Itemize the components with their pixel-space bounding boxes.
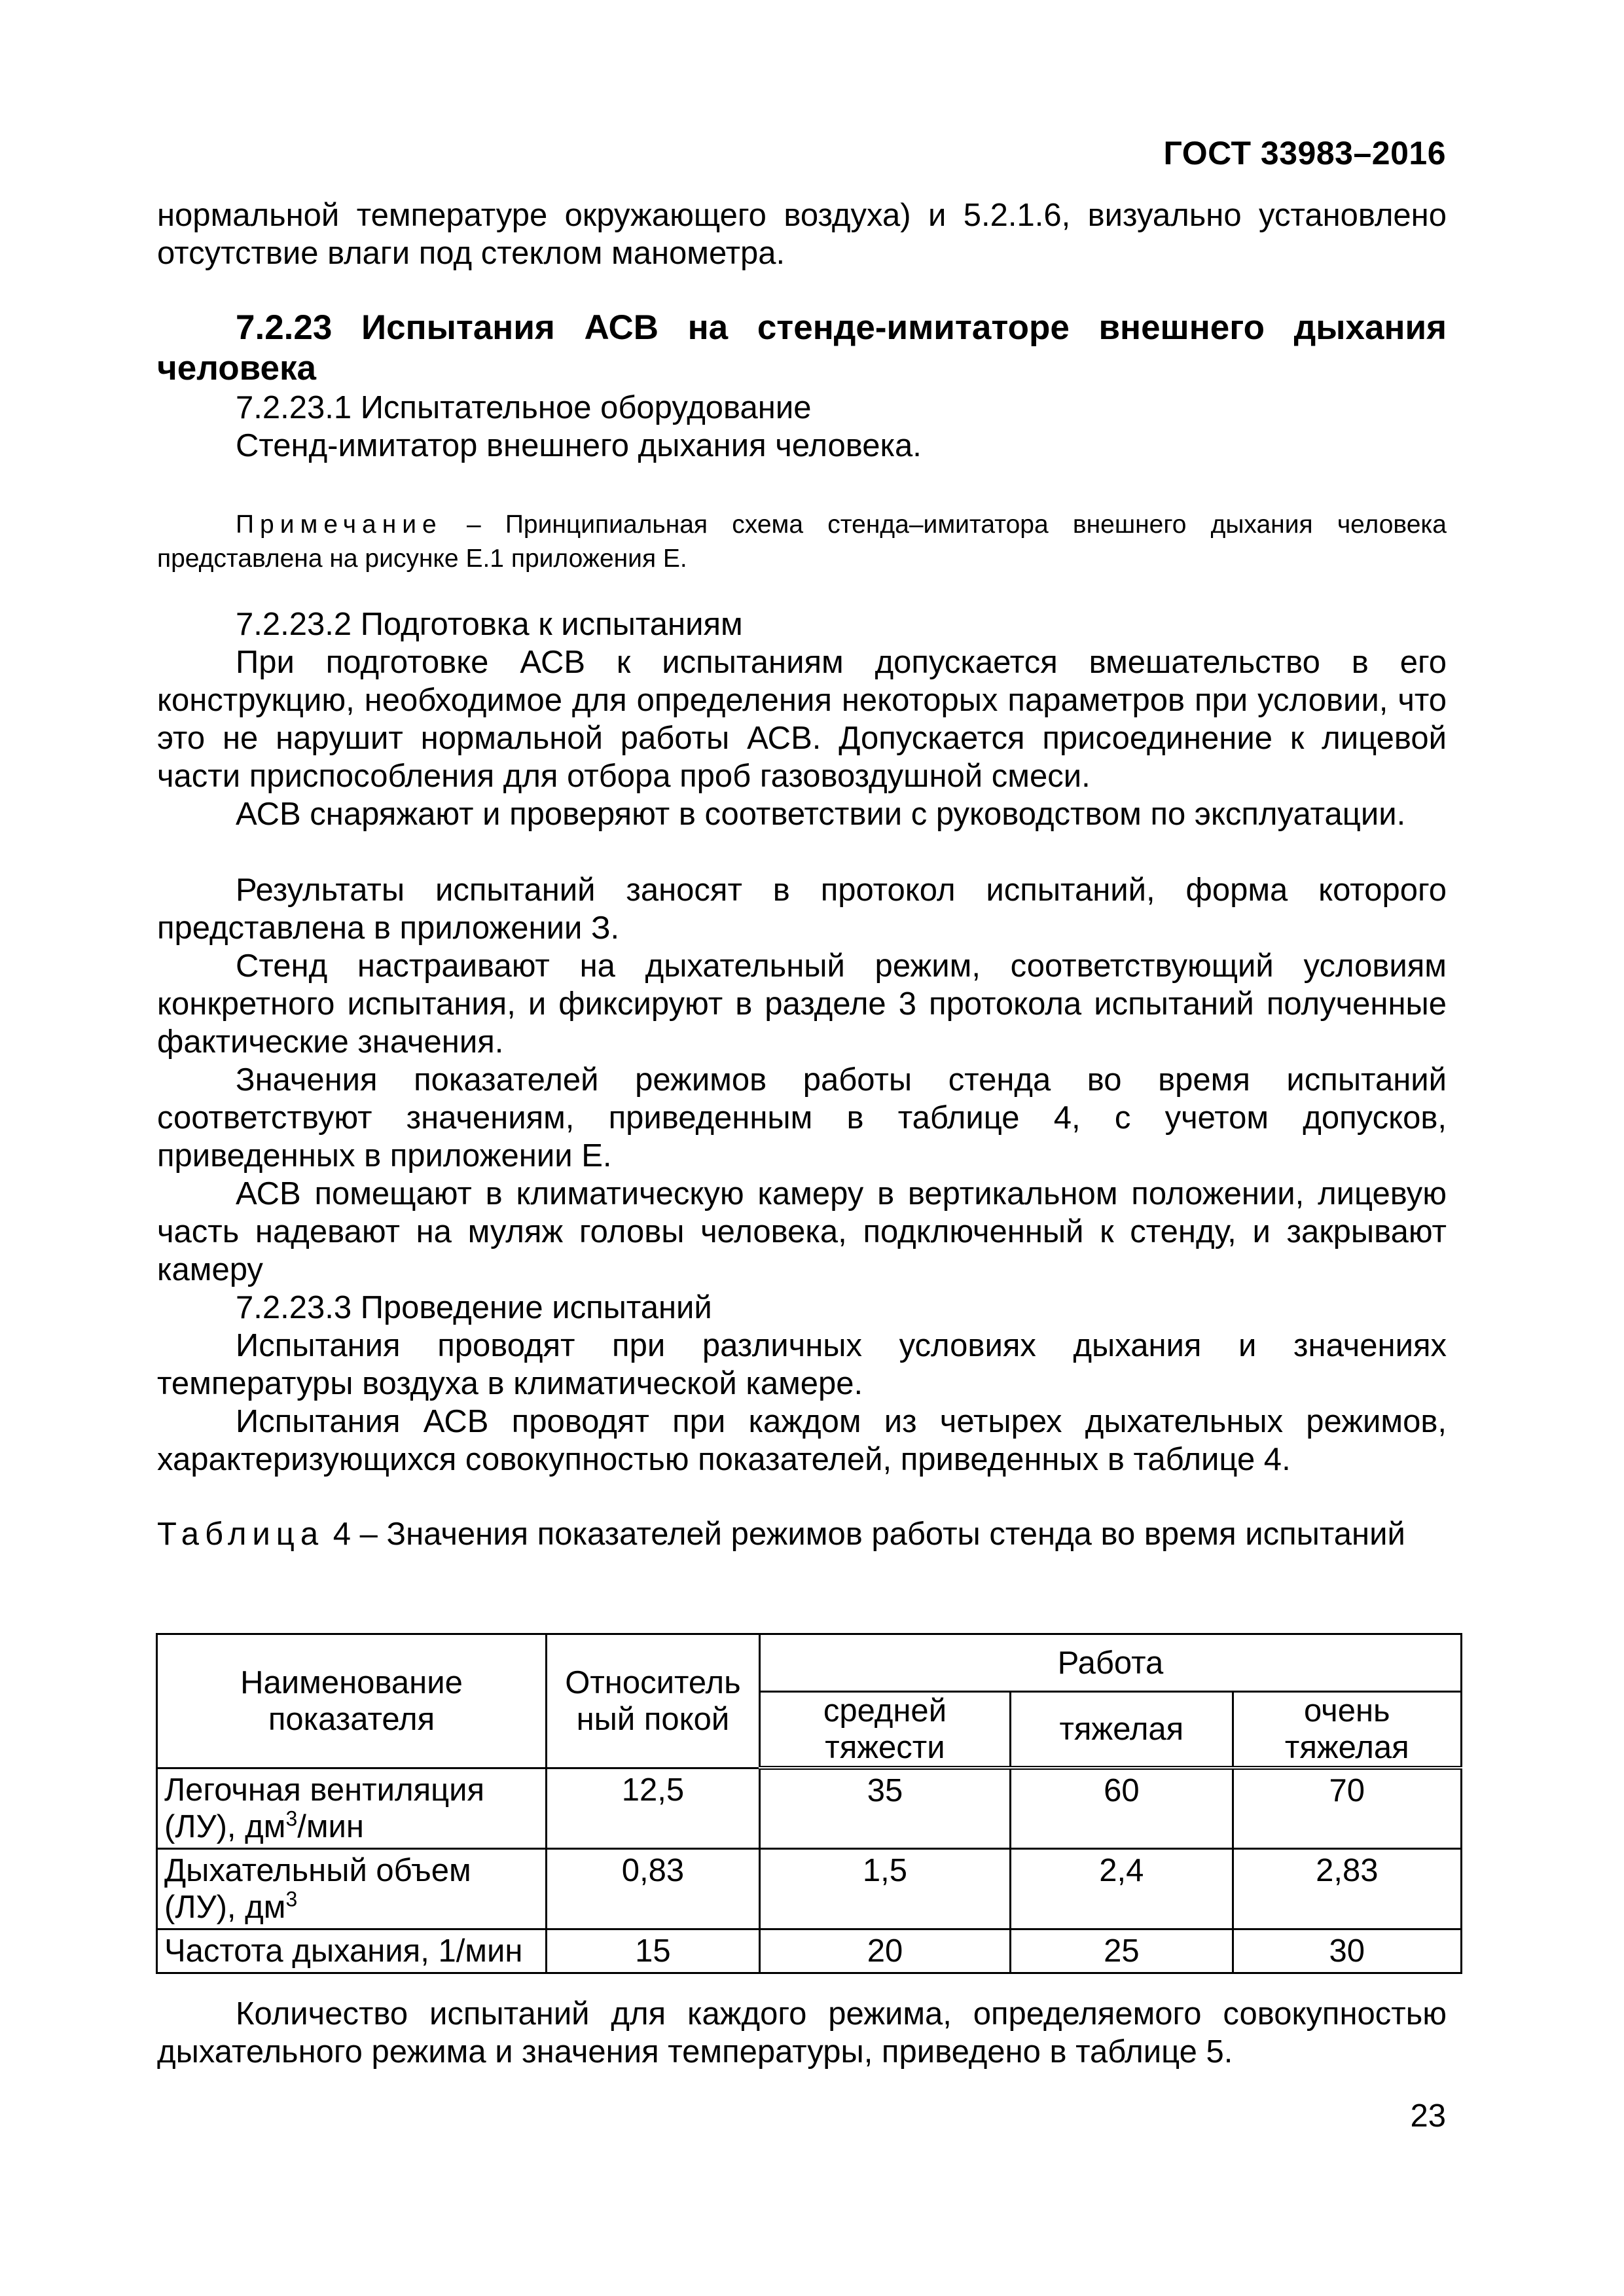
subsection-equipment-text: Стенд-имитатор внешнего дыхания человека.: [236, 428, 922, 463]
cell-medium: 20: [759, 1929, 1010, 1973]
cell-medium: 1,5: [759, 1848, 1010, 1929]
header-work: Работа: [759, 1634, 1461, 1692]
header-work-heavy: тяжелая: [1011, 1692, 1233, 1768]
cell-rest: 12,5: [547, 1768, 760, 1848]
standard-number: ГОСТ 33983–2016: [1163, 135, 1446, 171]
table-caption-number: 4: [333, 1516, 352, 1552]
intro-line-2: отсутствие влаги под стеклом манометра.: [157, 236, 785, 271]
subsection-equipment-title: 7.2.23.1 Испытательное оборудование: [236, 390, 812, 425]
header-indicator-name: Наименование показателя: [157, 1634, 547, 1768]
note-line-1: [157, 508, 1447, 542]
header-relative-rest: Относитель ный покой: [547, 1634, 760, 1768]
table-row: [157, 1929, 1462, 1973]
page-number: 23: [1410, 2098, 1446, 2134]
intro-line-1: нормальной температуре окружающего воздуха) и 5.2.1.6, визуально установлено: [157, 198, 1447, 233]
note-text-1: – Принципиальная схема стенда–имитатора внешнего дыхания человека: [442, 511, 1447, 539]
header-work-medium: средней тяжести: [759, 1692, 1010, 1768]
note-line-2: представлена на рисунке Е.1 приложения Е.: [157, 545, 687, 573]
closing-paragraph: Количество испытаний для каждого режима, определяемого совокупностью дыхательного режима и значения температуры, приведено в таблице 5.: [157, 1996, 1447, 2070]
note-label: Примечание: [236, 511, 442, 539]
conduct-paragraph-2: Испытания АСВ проводят при каждом из четырех дыхательных режимов, характеризующихся совокупностью показателей, приведенных в таблице 4.: [157, 1404, 1447, 1477]
row-name-text: Дыхательный объем (ЛУ), дм: [164, 1852, 471, 1925]
prep-paragraph-4: Стенд настраивают на дыхательный режим, соответствующий условиям конкретного испытания, и фиксируют в разделе 3 протокола испытаний полученные фактические значения.: [157, 948, 1447, 1060]
cell-heavy: 2,4: [1011, 1848, 1233, 1929]
table-row: [157, 1768, 1462, 1848]
cell-very-heavy: 30: [1233, 1929, 1461, 1973]
cell-heavy: 60: [1011, 1768, 1233, 1848]
row-name-text: Легочная вентиляция (ЛУ), дм: [164, 1772, 485, 1844]
header-work-very-heavy: очень тяжелая: [1233, 1692, 1461, 1768]
table-caption-text: – Значения показателей режимов работы стенда во время испытаний: [351, 1516, 1405, 1552]
prep-paragraph-5: Значения показателей режимов работы стенда во время испытаний соответствуют значениям, приведенным в таблице 4, с учетом допусков, приведенных в приложении Е.: [157, 1062, 1447, 1174]
prep-paragraph-6: АСВ помещают в климатическую камеру в вертикальном положении, лицевую часть надевают на муляж головы человека, подключенный к стенду, и закрывают камеру: [157, 1176, 1447, 1287]
prep-paragraph-1: При подготовке АСВ к испытаниям допускается вмешательство в его конструкцию, необходимое для определения некоторых параметров при условии, что это не нарушит нормальной работы АСВ. Допускается присоединение к лицевой части приспособления для отбора проб газовоздушной смеси.: [157, 645, 1447, 794]
cell-heavy: 25: [1011, 1929, 1233, 1973]
cell-very-heavy: 2,83: [1233, 1848, 1461, 1929]
row-name-tidal-volume: [157, 1848, 547, 1929]
breathing-modes-table: [156, 1633, 1462, 1974]
table-caption-label: Таблица: [157, 1516, 325, 1552]
row-name-sup: 3: [285, 1887, 298, 1911]
conduct-paragraph-1: Испытания проводят при различных условиях дыхания и значениях температуры воздуха в климатической камере.: [157, 1328, 1447, 1401]
row-name-lung-ventilation: [157, 1768, 547, 1848]
cell-medium: 35: [759, 1768, 1010, 1848]
section-heading-line-2: человека: [157, 349, 316, 387]
section-heading-line-1: 7.2.23 Испытания АСВ на стенде-имитаторе внешнего дыхания: [236, 308, 1447, 347]
table-caption: [157, 1515, 1447, 1553]
cell-rest: 0,83: [547, 1848, 760, 1929]
row-name-text: Частота дыхания, 1/мин: [164, 1933, 523, 1969]
conduct-title: 7.2.23.3 Проведение испытаний: [236, 1290, 712, 1325]
cell-rest: 15: [547, 1929, 760, 1973]
table-row: [157, 1848, 1462, 1929]
prep-title: 7.2.23.2 Подготовка к испытаниям: [236, 607, 743, 642]
row-name-sup: 3: [285, 1806, 298, 1831]
row-name-breathing-rate: [157, 1929, 547, 1973]
cell-very-heavy: 70: [1233, 1768, 1461, 1848]
prep-paragraph-2: АСВ снаряжают и проверяют в соответствии с руководством по эксплуатации.: [236, 797, 1406, 832]
prep-paragraph-3: Результаты испытаний заносят в протокол испытаний, форма которого представлена в приложении З.: [157, 872, 1447, 946]
row-name-suffix: /мин: [297, 1808, 364, 1844]
